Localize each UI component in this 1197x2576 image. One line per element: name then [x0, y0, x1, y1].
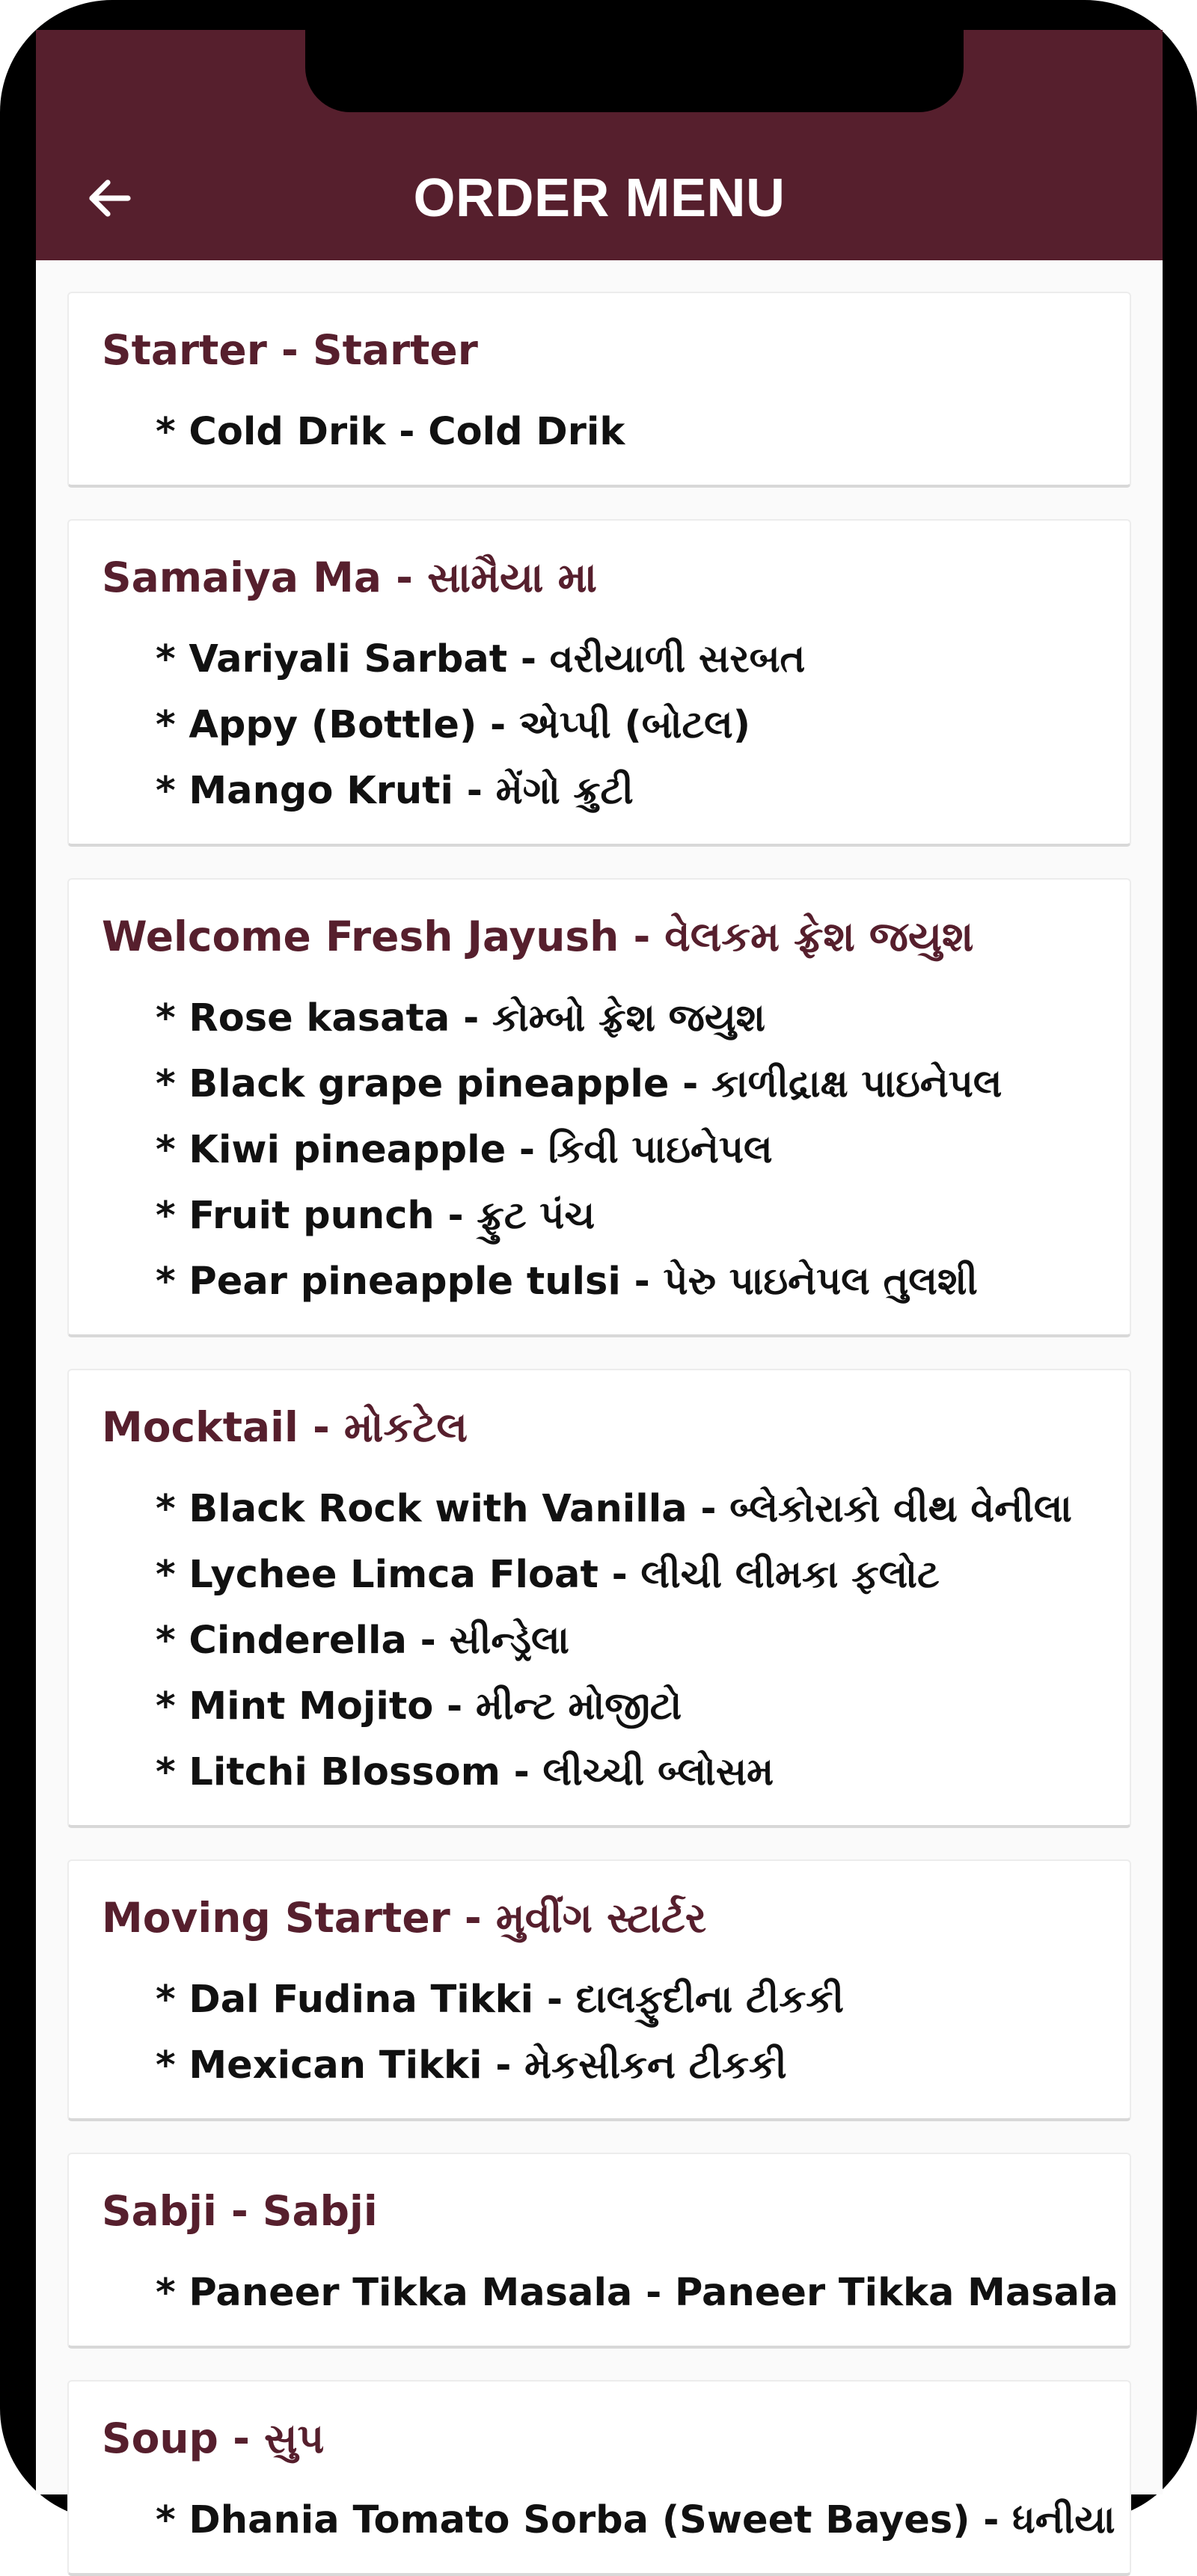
category-title: Sabji - Sabji — [102, 2187, 378, 2235]
category-title: Mocktail - મોકટેલ — [102, 1403, 468, 1451]
menu-item[interactable]: * Mexican Tikki - મેકસીકન ટીકકી — [156, 2043, 787, 2088]
category-items — [102, 627, 1097, 824]
category-items — [102, 399, 1097, 465]
category-card[interactable] — [67, 519, 1131, 847]
menu-item[interactable]: * Lychee Limca Float - લીચી લીમકા ફલોટ — [156, 1553, 940, 1597]
phone-notch — [305, 30, 964, 112]
menu-item[interactable]: * Cold Drik - Cold Drik — [156, 410, 625, 454]
category-items — [102, 1476, 1097, 1806]
category-title: Samaiya Ma - સામૈયા મા — [102, 553, 597, 601]
menu-item[interactable]: * Rose kasata - કોમ્બો ફ્રેશ જયુશ — [156, 996, 765, 1040]
category-title: Welcome Fresh Jayush - વેલકમ ફ્રેશ જયુશ — [102, 913, 974, 960]
category-items — [102, 2260, 1118, 2326]
category-card[interactable] — [67, 878, 1131, 1337]
menu-item[interactable]: * Cinderella - સીન્ડ્રેલા — [156, 1619, 570, 1663]
menu-item[interactable]: * Variyali Sarbat - વરીયાળી સરબત — [156, 637, 806, 681]
menu-item[interactable]: * Litchi Blossom - લીચ્ચી બ્લોસમ — [156, 1750, 774, 1794]
menu-item[interactable]: * Paneer Tikka Masala - Paneer Tikka Masala — [156, 2271, 1118, 2315]
category-list — [36, 260, 1163, 2576]
category-title: Soup - સુપ — [102, 2414, 325, 2462]
category-items — [102, 1967, 1097, 2099]
menu-item[interactable]: * Black grape pineapple - કાળીદ્રાક્ષ પાઇનેપલ — [156, 1062, 1002, 1106]
menu-content — [36, 260, 1163, 2542]
page-title: ORDER MENU — [413, 168, 786, 228]
category-items — [102, 2488, 1115, 2554]
category-card[interactable] — [67, 1859, 1131, 2121]
category-card[interactable] — [67, 2380, 1131, 2576]
menu-item[interactable]: * Mango Kruti - મેંગો ક્રુટી — [156, 769, 634, 813]
category-card[interactable] — [67, 292, 1131, 488]
menu-item[interactable]: * Black Rock with Vanilla - બ્લેકોરાકો વીથ વેનીલા — [156, 1487, 1072, 1531]
app-screen — [36, 30, 1163, 2542]
menu-item[interactable]: * Pear pineapple tulsi - પેરુ પાઇનેપલ તુલશી — [156, 1260, 978, 1304]
category-items — [102, 986, 1097, 1315]
menu-item[interactable]: * Dal Fudina Tikki - દાલફુદીના ટીકકી — [156, 1978, 844, 2022]
menu-item[interactable]: * Fruit punch - ફ્રુટ પંચ — [156, 1194, 596, 1238]
category-card[interactable] — [67, 2153, 1131, 2349]
menu-item[interactable]: * Mint Mojito - મીન્ટ મોજીટો — [156, 1684, 682, 1729]
category-title: Moving Starter - મુવીંગ સ્ટાર્ટર — [102, 1894, 707, 1942]
menu-item[interactable]: * Dhania Tomato Sorba (Sweet Bayes) - ધનીયા — [156, 2498, 1115, 2542]
category-card[interactable] — [67, 1369, 1131, 1828]
menu-item[interactable]: * Appy (Bottle) - એપ્પી (બોટલ) — [156, 703, 751, 747]
category-title: Starter - Starter — [102, 326, 478, 374]
menu-item[interactable]: * Kiwi pineapple - કિવી પાઇનેપલ — [156, 1128, 773, 1172]
